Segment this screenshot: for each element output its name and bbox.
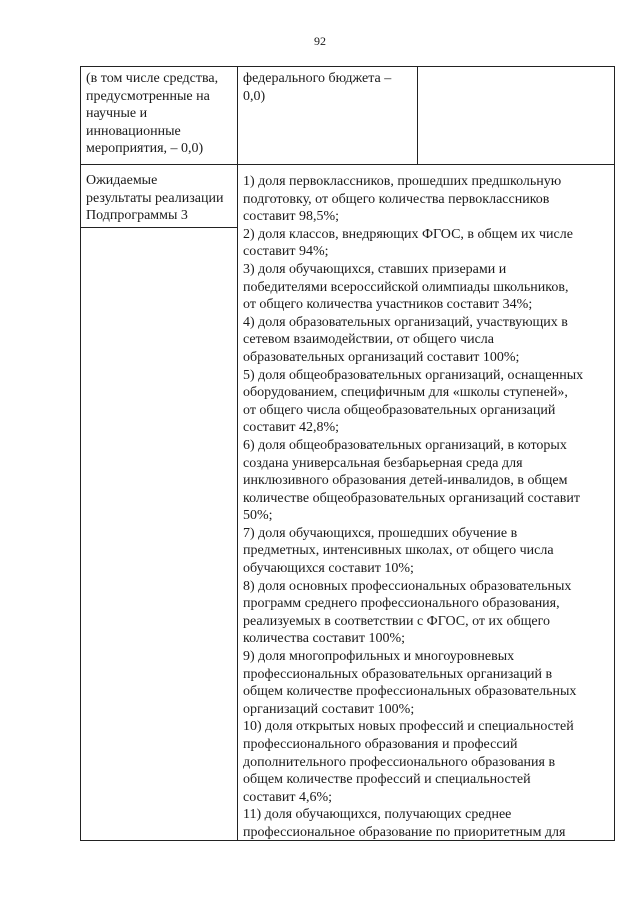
expected-results-list <box>243 173 583 842</box>
text-line: инновационные <box>86 123 181 139</box>
expected-results-label <box>86 172 223 225</box>
page-number: 92 <box>314 34 326 48</box>
result-line: 7) доля обучающихся, прошедших обучение в <box>243 525 518 541</box>
result-line: 10) доля открытых новых профессий и специальностей <box>243 719 574 735</box>
text-line: мероприятия, – 0,0) <box>86 141 204 157</box>
result-line: инклюзивного образования детей-инвалидов, в общем <box>243 473 568 489</box>
text-line: федерального бюджета – <box>243 71 392 86</box>
result-line: от общего количества участников составит 34%; <box>243 297 533 313</box>
result-line: 11) доля обучающихся, получающих среднее <box>243 807 512 823</box>
result-line: 5) доля общеобразовательных организаций, оснащенных <box>243 367 584 383</box>
result-line: победителями всероссийской олимпиады школьников, <box>243 279 569 295</box>
result-line: 8) доля основных профессиональных образовательных <box>243 578 572 594</box>
program-table <box>80 66 615 841</box>
text-line: Подпрограммы 3 <box>86 208 188 224</box>
result-line: 2) доля классов, внедряющих ФГОС, в общем их числе <box>243 226 573 242</box>
result-line: дополнительного профессионального образования в <box>243 754 556 770</box>
result-line: обучающихся составит 10%; <box>243 561 414 577</box>
result-line: профессиональное образование по приоритетным для <box>243 824 566 840</box>
result-line: 3) доля обучающихся, ставших призерами и <box>243 261 507 277</box>
result-line: 50%; <box>243 508 273 524</box>
result-line: сетевом взаимодействии, от общего числа <box>243 332 494 348</box>
text-line: научные и <box>86 106 148 122</box>
result-line: программ среднего профессионального образования, <box>243 596 560 612</box>
result-line: 9) доля многопрофильных и многоуровневых <box>243 649 515 665</box>
result-line: общем количестве профессиональных образовательных <box>243 684 577 700</box>
column-divider-right <box>417 67 418 164</box>
column-divider-left <box>237 67 238 840</box>
result-line: создана универсальная безбарьерная среда для <box>243 455 523 471</box>
result-line: 4) доля образовательных организаций, участвующих в <box>243 314 568 330</box>
result-line: профессиональных образовательных организаций в <box>243 666 553 682</box>
text-line: 0,0) <box>243 88 266 104</box>
result-line: количестве общеобразовательных организаций составит <box>243 490 581 506</box>
text-line: результаты реализации <box>86 190 224 206</box>
result-line: подготовку, от общего количества первоклассников <box>243 191 550 207</box>
text-line: (в том числе средства, <box>86 71 219 86</box>
result-line: 1) доля первоклассников, прошедших предшкольную <box>243 174 562 189</box>
funding-note-cell <box>86 70 218 158</box>
result-line: общем количестве профессий и специальностей <box>243 772 531 788</box>
result-line: составит 94%; <box>243 244 329 260</box>
text-line: Ожидаемые <box>86 173 158 188</box>
result-line: составит 98,5%; <box>243 209 340 225</box>
row-divider <box>81 164 614 165</box>
federal-budget-cell <box>243 70 391 105</box>
result-line: 6) доля общеобразовательных организаций, в которых <box>243 437 567 453</box>
result-line: организаций составит 100%; <box>243 701 415 717</box>
result-line: реализуемых в соответствии с ФГОС, от их общего <box>243 613 551 629</box>
result-line: предметных, интенсивных школах, от общего числа <box>243 543 554 559</box>
result-line: от общего числа общеобразовательных организаций <box>243 402 556 418</box>
result-line: составит 42,8%; <box>243 420 340 436</box>
result-line: профессионального образования и профессий <box>243 737 518 752</box>
text-line: предусмотренные на <box>86 88 210 104</box>
label-cell-divider <box>81 227 237 228</box>
result-line: оборудованием, специфичным для «школы ступеней», <box>243 385 568 401</box>
result-line: составит 4,6%; <box>243 789 333 805</box>
result-line: образовательных организаций составит 100%; <box>243 349 520 365</box>
result-line: количества составит 100%; <box>243 631 406 647</box>
